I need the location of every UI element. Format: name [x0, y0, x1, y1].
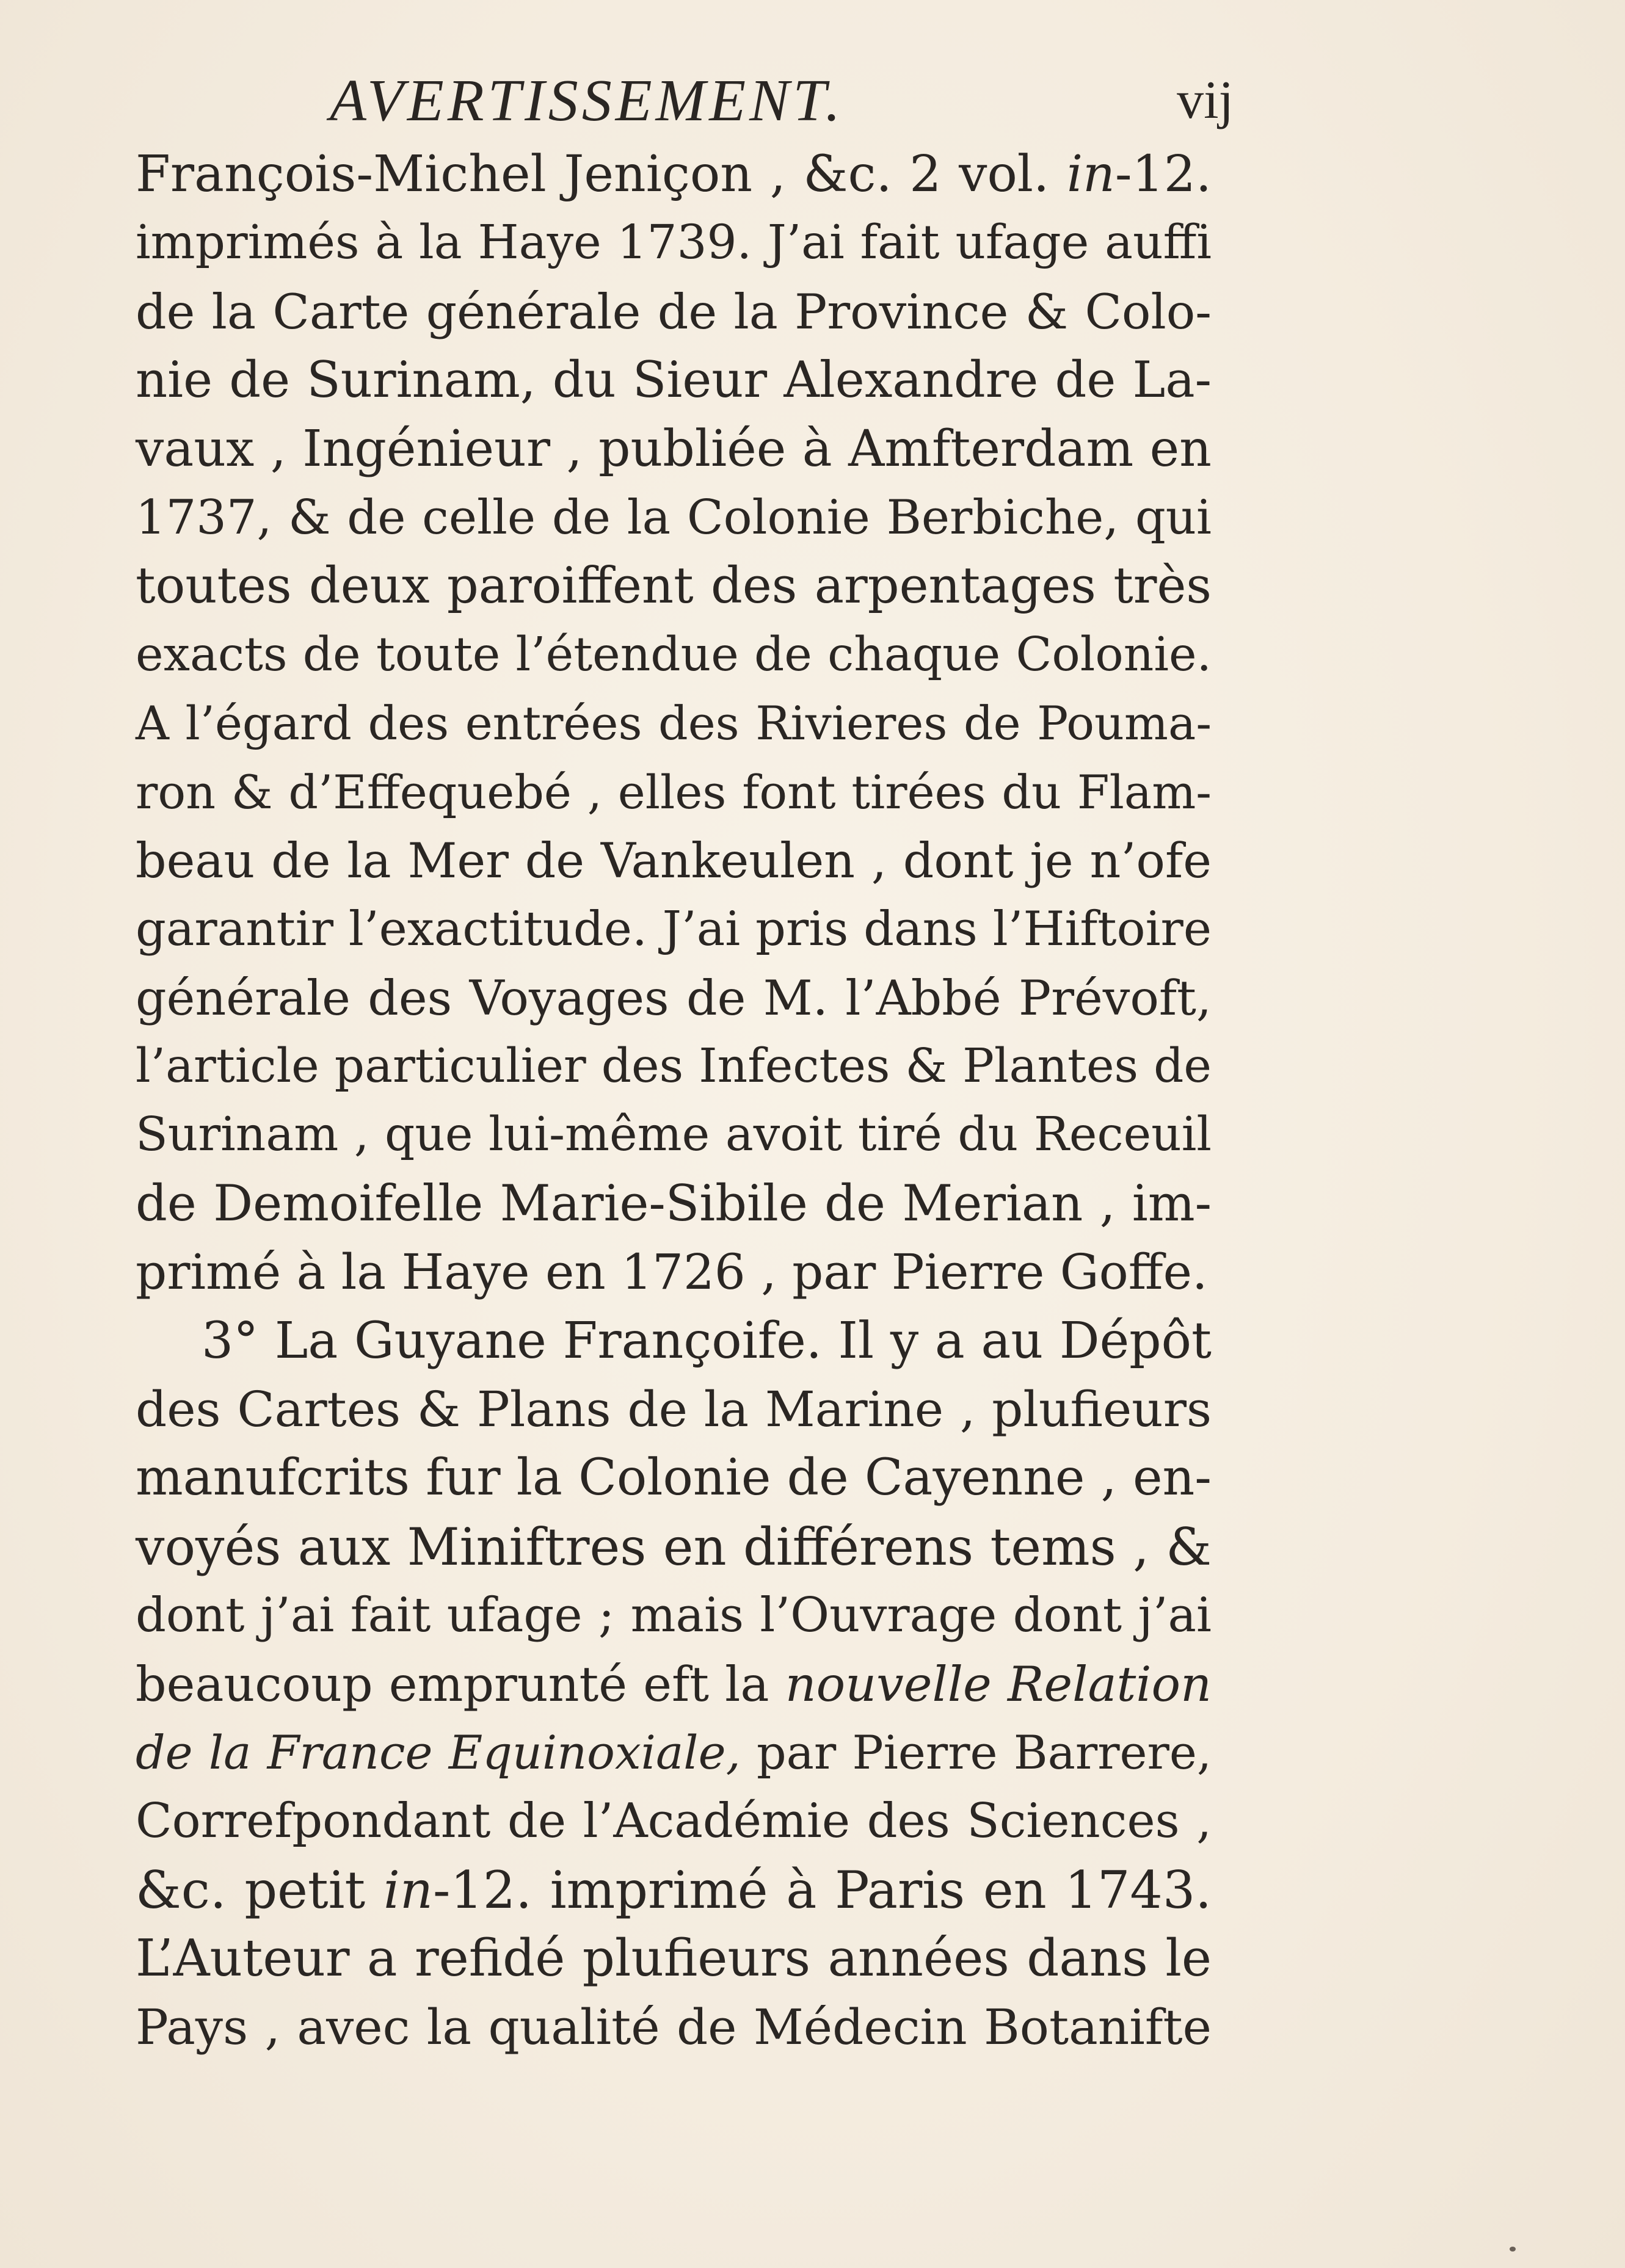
- text-line: ron & d’Effequebé , elles font tirées du Flam-: [136, 764, 1212, 819]
- text-line: garantir l’exactitude. J’ai pris dans l’Hiftoire: [136, 902, 1212, 957]
- text-line: générale des Voyages de M. l’Abbé Prévoft,: [136, 969, 1212, 1026]
- text-line: manufcrits fur la Colonie de Cayenne , en-: [136, 1449, 1212, 1507]
- text-line: L’Auteur a refidé plufieurs années dans le: [136, 1929, 1212, 1988]
- text-line: Surinam , que lui-même avoit tiré du Receuil: [136, 1107, 1212, 1162]
- text-line: imprimés à la Haye 1739. J’ai fait ufage auffi: [136, 216, 1212, 270]
- text-line: beau de la Mer de Vankeulen , dont je n’ofe: [136, 832, 1212, 889]
- text-line: A l’égard des entrées des Rivieres de Pouma-: [136, 696, 1212, 751]
- text-line: &c. petit in-12. imprimé à Paris en 1743.: [136, 1860, 1212, 1920]
- paper-speck: [1510, 2247, 1516, 2252]
- text-line: vaux , Ingénieur , publiée à Amfterdam en: [136, 419, 1212, 478]
- text-line: l’article particulier des Infectes & Plantes de: [136, 1039, 1212, 1094]
- text-line: François-Michel Jeniçon , &c. 2 vol. in-12.: [136, 145, 1212, 203]
- text-line: de Demoifelle Marie-Sibile de Merian , im-: [136, 1175, 1212, 1233]
- text-line: 1737, & de celle de la Colonie Berbiche, qui: [136, 490, 1212, 545]
- text-line: exacts de toute l’étendue de chaque Colonie.: [136, 627, 1212, 682]
- running-title: AVERTISSEMENT.: [330, 68, 845, 134]
- text-line: de la France Equinoxiale, par Pierre Barrere,: [136, 1725, 1212, 1780]
- text-line: Pays , avec la qualité de Médecin Botanifte: [136, 1998, 1212, 2056]
- body-text: [136, 140, 1212, 2062]
- text-line: toutes deux paroiffent des arpentages très: [136, 557, 1212, 615]
- page-number: vij: [1177, 71, 1234, 130]
- text-line: primé à la Haye en 1726 , par Pierre Goffe.: [136, 1244, 1208, 1301]
- text-line: voyés aux Miniftres en différens tems , &: [136, 1516, 1212, 1577]
- text-line: dont j’ai fait ufage ; mais l’Ouvrage dont j’ai: [136, 1588, 1212, 1643]
- running-header: [330, 58, 1258, 143]
- text-line: beaucoup emprunté eft la nouvelle Relation: [136, 1656, 1212, 1712]
- text-line: nie de Surinam, du Sieur Alexandre de La-: [136, 352, 1212, 410]
- text-line: des Cartes & Plans de la Marine , plufieurs: [136, 1381, 1212, 1438]
- text-line: 3° La Guyane Françoife. Il y a au Dépôt: [202, 1311, 1212, 1370]
- text-line: de la Carte générale de la Province & Colo-: [136, 283, 1212, 340]
- text-line: Correfpondant de l’Académie des Sciences ,: [136, 1794, 1212, 1849]
